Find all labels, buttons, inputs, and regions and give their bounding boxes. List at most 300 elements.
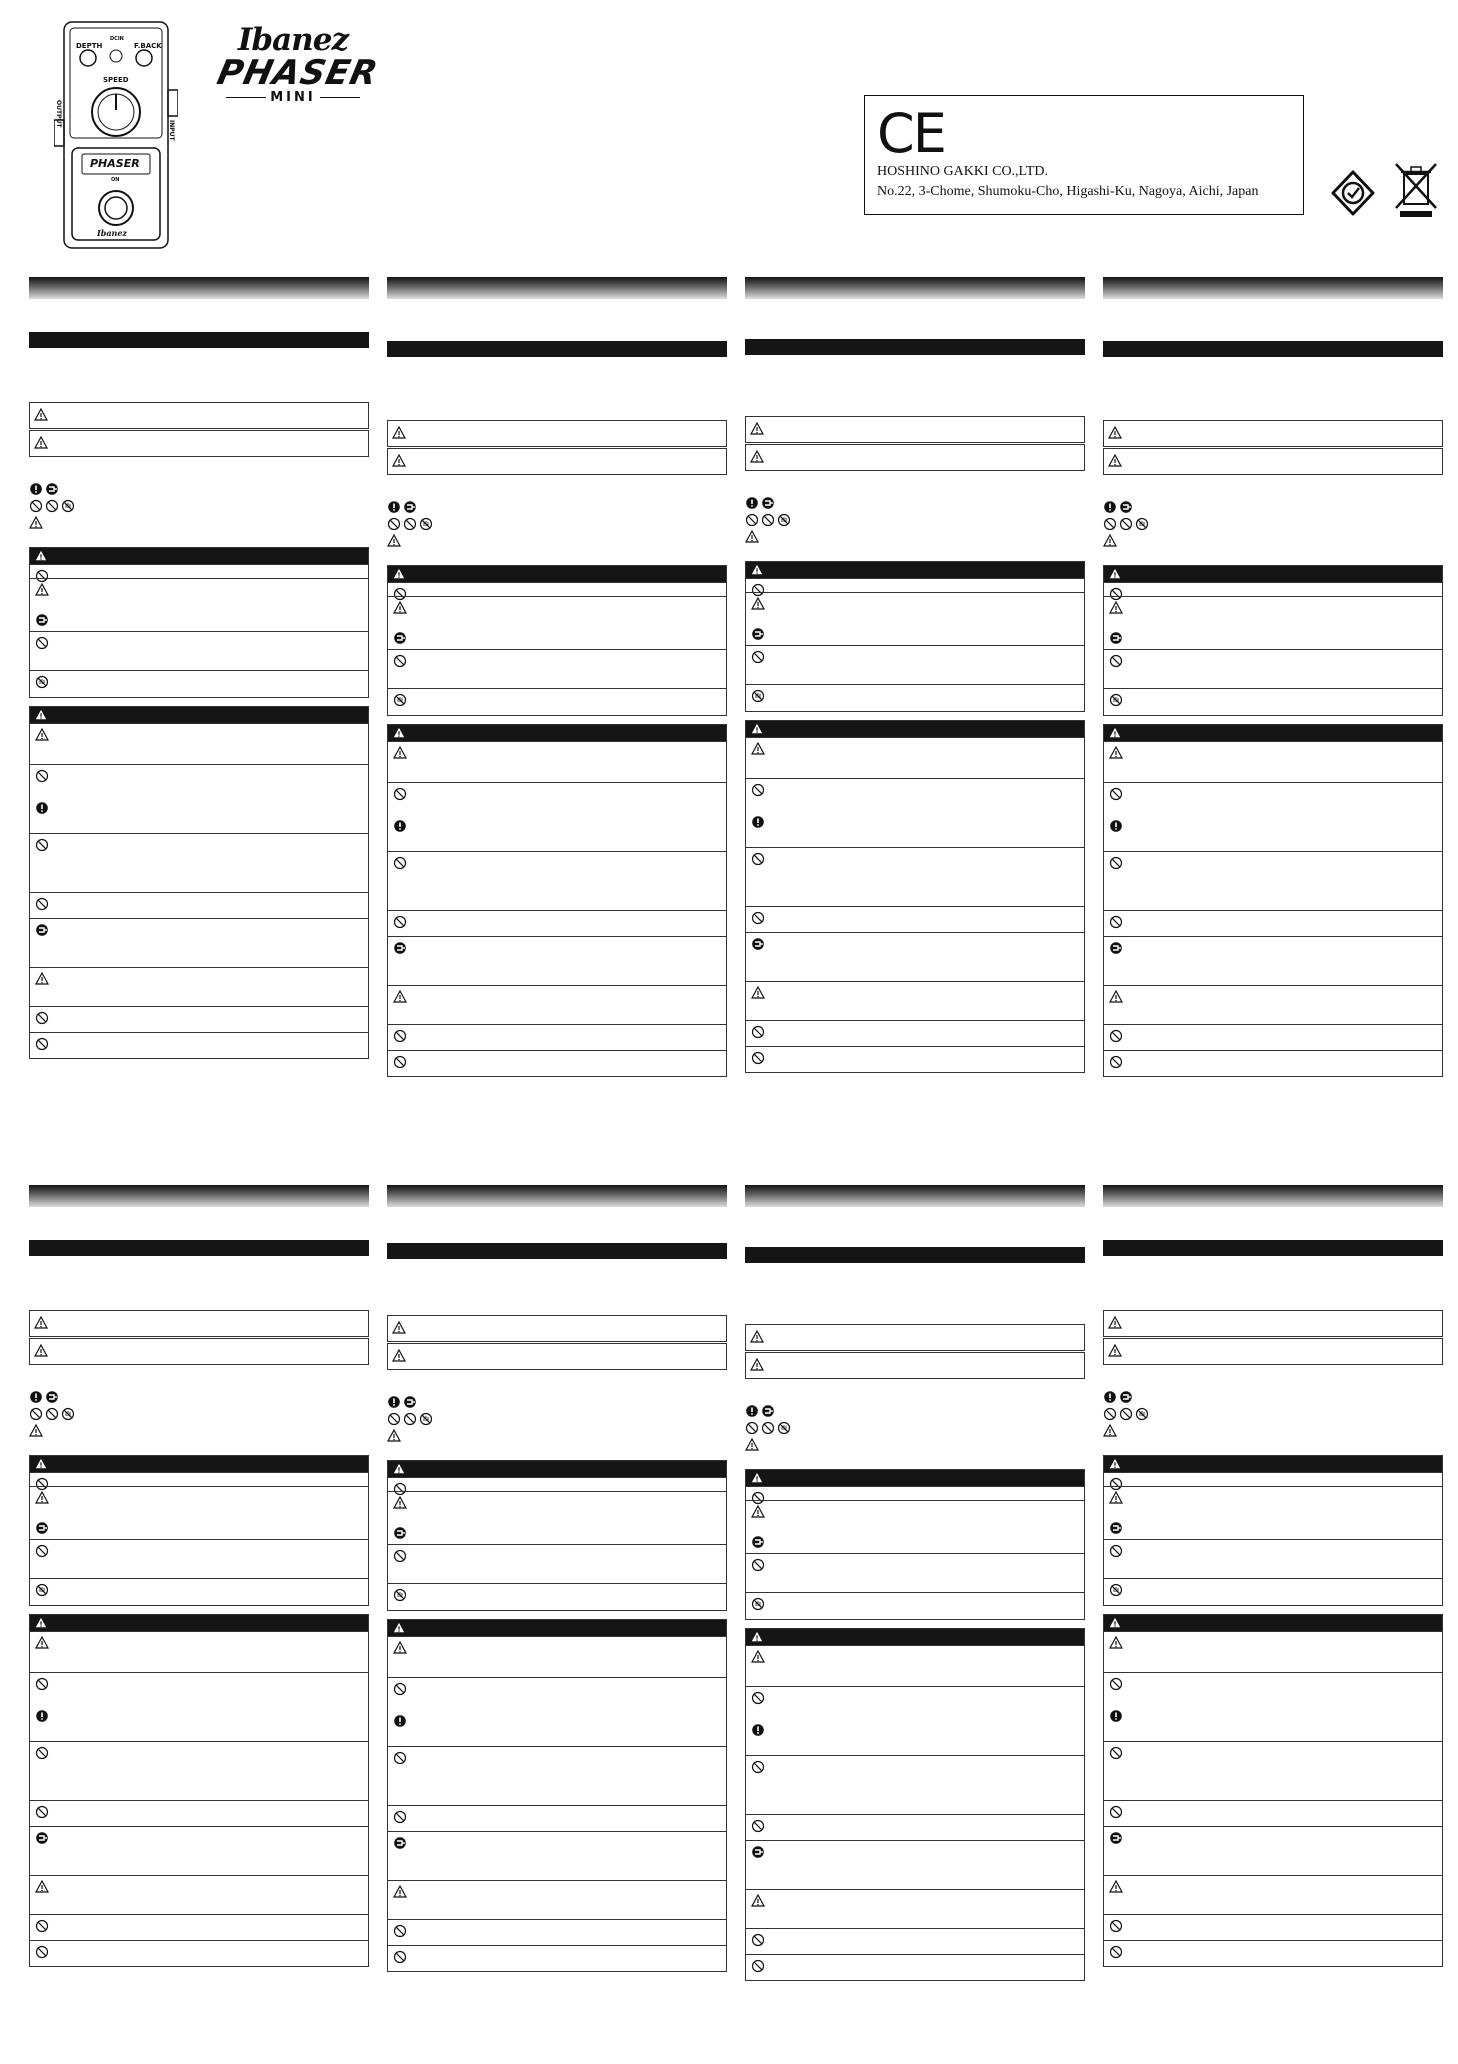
warning-triangle-icon — [34, 1344, 48, 1358]
prohibited-icon — [393, 1810, 407, 1824]
prohibited-icon — [1109, 1544, 1123, 1558]
caution-item — [746, 1645, 1084, 1686]
symbol-legend — [1103, 1390, 1223, 1440]
pedal-label-input: INPUT — [168, 120, 175, 141]
caution-section — [387, 565, 727, 716]
warning-triangle-icon — [393, 746, 407, 760]
section-title-bar — [745, 1247, 1085, 1263]
caution-item — [388, 851, 726, 910]
symbol-legend — [29, 1390, 149, 1440]
mandatory-icon — [751, 1723, 765, 1737]
caution-item — [30, 1940, 368, 1966]
warning-level-row — [1103, 448, 1443, 475]
caution-item — [1104, 1050, 1442, 1076]
warning-triangle-icon — [751, 1650, 765, 1664]
prohibited-icon — [387, 517, 401, 531]
pedal-face-label: PHASER — [90, 157, 140, 170]
weee-crossed-bin-icon — [1392, 160, 1440, 218]
prohibited-icon — [761, 1421, 775, 1435]
prohibited-icon — [1109, 1919, 1123, 1933]
caution-item — [388, 1945, 726, 1971]
caution-item — [1104, 782, 1442, 851]
caution-item — [30, 833, 368, 892]
brand-name: Ibanez — [237, 22, 349, 58]
caution-item — [746, 1889, 1084, 1928]
prohibited-icon — [751, 650, 765, 664]
caution-item — [1104, 910, 1442, 936]
caution-section — [1103, 724, 1443, 1077]
do-not-touch-icon — [1109, 693, 1123, 707]
prohibited-icon — [393, 915, 407, 929]
do-not-touch-icon — [393, 1588, 407, 1602]
caution-item — [746, 1020, 1084, 1046]
warning-triangle-icon — [393, 1885, 407, 1899]
caution-item — [388, 1544, 726, 1583]
caution-item — [746, 1046, 1084, 1072]
caution-section-header — [30, 1456, 368, 1472]
caution-item — [746, 1954, 1084, 1980]
caution-item — [388, 582, 726, 596]
caution-item — [1104, 1539, 1442, 1578]
warning-level-row — [1103, 1338, 1443, 1365]
caution-section — [387, 724, 727, 1077]
unplug-icon — [751, 937, 765, 951]
caution-item — [1104, 985, 1442, 1024]
column-header-gradient — [745, 277, 1085, 299]
prohibited-icon — [393, 1950, 407, 1964]
prohibited-icon — [1103, 517, 1117, 531]
caution-item — [1104, 1578, 1442, 1605]
pedal-illustration — [54, 20, 178, 252]
caution-item — [30, 1486, 368, 1539]
prohibited-icon — [1103, 1407, 1117, 1421]
warning-level-row — [29, 430, 369, 457]
caution-section-header — [746, 1470, 1084, 1486]
language-column — [745, 1185, 1085, 2005]
prohibited-icon — [29, 499, 43, 513]
prohibited-icon — [403, 1412, 417, 1426]
caution-item — [746, 1486, 1084, 1500]
caution-section — [387, 1619, 727, 1972]
prohibited-icon — [751, 1051, 765, 1065]
warning-triangle-icon — [392, 1349, 406, 1363]
unplug-icon — [45, 1390, 59, 1404]
company-address: No.22, 3-Chome, Shumoku-Cho, Higashi-Ku, Nagoya, Aichi, Japan — [877, 184, 1259, 199]
warning-triangle-icon — [1108, 426, 1122, 440]
caution-item — [746, 592, 1084, 645]
warning-triangle-icon — [35, 709, 47, 721]
mandatory-icon — [29, 482, 43, 496]
caution-item — [746, 778, 1084, 847]
caution-item — [30, 670, 368, 697]
mandatory-icon — [1103, 1390, 1117, 1404]
column-header-gradient — [745, 1185, 1085, 1207]
caution-section — [745, 1469, 1085, 1620]
caution-section-header — [746, 562, 1084, 578]
caution-item — [30, 1741, 368, 1800]
caution-item — [746, 1755, 1084, 1814]
caution-item — [746, 1928, 1084, 1954]
warning-triangle-icon — [392, 454, 406, 468]
unplug-icon — [393, 1526, 407, 1540]
warning-triangle-icon — [1109, 727, 1121, 739]
pedal-label-dcin: DCIN — [110, 36, 124, 42]
warning-triangle-icon — [35, 550, 47, 562]
prohibited-icon — [45, 499, 59, 513]
caution-item — [388, 910, 726, 936]
warning-triangle-icon — [34, 436, 48, 450]
rcm-mark-icon — [1328, 168, 1378, 218]
caution-section — [29, 1614, 369, 1967]
caution-item — [30, 723, 368, 764]
prohibited-icon — [1119, 1407, 1133, 1421]
unplug-icon — [35, 1521, 49, 1535]
mandatory-icon — [29, 1390, 43, 1404]
caution-section-header — [30, 548, 368, 564]
language-column — [387, 1185, 727, 2005]
prohibited-icon — [35, 1945, 49, 1959]
warning-level-row — [387, 1315, 727, 1342]
warning-triangle-icon — [751, 742, 765, 756]
brand-logo — [213, 22, 382, 114]
caution-item — [388, 1477, 726, 1491]
unplug-icon — [45, 482, 59, 496]
column-header-gradient — [387, 277, 727, 299]
warning-triangle-icon — [29, 516, 43, 530]
caution-item — [1104, 741, 1442, 782]
do-not-touch-icon — [61, 499, 75, 513]
warning-triangle-icon — [393, 1622, 405, 1634]
mandatory-icon — [387, 500, 401, 514]
unplug-icon — [403, 500, 417, 514]
prohibited-icon — [393, 1549, 407, 1563]
caution-item — [746, 684, 1084, 711]
prohibited-icon — [35, 897, 49, 911]
unplug-icon — [751, 1535, 765, 1549]
language-column — [387, 277, 727, 1097]
warning-triangle-icon — [393, 1641, 407, 1655]
caution-section-header — [388, 725, 726, 741]
warning-triangle-icon — [393, 1463, 405, 1475]
caution-item — [1104, 1800, 1442, 1826]
pedal-label-speed: SPEED — [103, 76, 129, 84]
prohibited-icon — [45, 1407, 59, 1421]
caution-item — [30, 1032, 368, 1058]
do-not-touch-icon — [751, 1597, 765, 1611]
prohibited-icon — [1109, 856, 1123, 870]
do-not-touch-icon — [1135, 1407, 1149, 1421]
warning-triangle-icon — [1109, 1491, 1123, 1505]
prohibited-icon — [751, 1558, 765, 1572]
warning-triangle-icon — [751, 564, 763, 576]
caution-item — [746, 1840, 1084, 1889]
column-header-gradient — [1103, 1185, 1443, 1207]
warning-triangle-icon — [35, 1491, 49, 1505]
caution-section — [1103, 1455, 1443, 1606]
prohibited-icon — [1109, 1677, 1123, 1691]
prohibited-icon — [751, 1959, 765, 1973]
pedal-label-on: ON — [111, 177, 120, 183]
warning-triangle-icon — [35, 583, 49, 597]
caution-item — [746, 1814, 1084, 1840]
caution-item — [30, 1914, 368, 1940]
unplug-icon — [1109, 1521, 1123, 1535]
pedal-label-depth: DEPTH — [76, 42, 103, 50]
warning-triangle-icon — [393, 601, 407, 615]
warning-level-row — [387, 420, 727, 447]
warning-triangle-icon — [1108, 1344, 1122, 1358]
warning-level-row — [745, 416, 1085, 443]
prohibited-icon — [35, 1746, 49, 1760]
warning-level-row — [745, 444, 1085, 471]
prohibited-icon — [1109, 1945, 1123, 1959]
prohibited-icon — [1109, 1746, 1123, 1760]
symbol-legend — [387, 1395, 507, 1445]
pedal-label-fback: F.BACK — [134, 42, 162, 50]
caution-item — [1104, 1486, 1442, 1539]
mandatory-icon — [1109, 1709, 1123, 1723]
warning-triangle-icon — [751, 1631, 763, 1643]
warning-triangle-icon — [751, 986, 765, 1000]
do-not-touch-icon — [393, 693, 407, 707]
caution-item — [1104, 1672, 1442, 1741]
unplug-icon — [761, 1404, 775, 1418]
caution-item — [746, 847, 1084, 906]
caution-section-header — [1104, 566, 1442, 582]
warning-triangle-icon — [34, 408, 48, 422]
caution-section-header — [746, 1629, 1084, 1645]
prohibited-icon — [761, 513, 775, 527]
warning-triangle-icon — [751, 1505, 765, 1519]
warning-triangle-icon — [392, 1321, 406, 1335]
mandatory-icon — [745, 1404, 759, 1418]
caution-section — [29, 1455, 369, 1606]
caution-item — [388, 649, 726, 688]
unplug-icon — [393, 1836, 407, 1850]
prohibited-icon — [393, 787, 407, 801]
caution-item — [30, 1826, 368, 1875]
caution-item — [388, 1024, 726, 1050]
section-title-bar — [29, 332, 369, 348]
symbol-legend — [745, 1404, 865, 1454]
prohibited-icon — [35, 1011, 49, 1025]
caution-section-header — [746, 721, 1084, 737]
caution-item — [1104, 851, 1442, 910]
warning-triangle-icon — [1108, 1316, 1122, 1330]
caution-item — [1104, 688, 1442, 715]
prohibited-icon — [387, 1412, 401, 1426]
caution-item — [30, 1631, 368, 1672]
column-header-gradient — [29, 1185, 369, 1207]
do-not-touch-icon — [751, 689, 765, 703]
prohibited-icon — [35, 769, 49, 783]
caution-item — [1104, 649, 1442, 688]
mandatory-icon — [387, 1395, 401, 1409]
prohibited-icon — [393, 1682, 407, 1696]
do-not-touch-icon — [777, 513, 791, 527]
warning-triangle-icon — [35, 1617, 47, 1629]
warning-triangle-icon — [750, 1330, 764, 1344]
symbol-legend — [29, 482, 149, 532]
warning-triangle-icon — [35, 1458, 47, 1470]
caution-section-header — [1104, 1615, 1442, 1631]
prohibited-icon — [35, 636, 49, 650]
warning-triangle-icon — [1109, 1458, 1121, 1470]
do-not-touch-icon — [419, 1412, 433, 1426]
warning-triangle-icon — [1109, 1880, 1123, 1894]
prohibited-icon — [751, 911, 765, 925]
warning-triangle-icon — [751, 597, 765, 611]
unplug-icon — [35, 923, 49, 937]
do-not-touch-icon — [61, 1407, 75, 1421]
caution-item — [746, 578, 1084, 592]
language-column — [745, 277, 1085, 1097]
caution-section-header — [1104, 1456, 1442, 1472]
certification-box — [864, 95, 1304, 215]
prohibited-icon — [35, 1037, 49, 1051]
column-header-gradient — [29, 277, 369, 299]
column-header-gradient — [1103, 277, 1443, 299]
do-not-touch-icon — [1135, 517, 1149, 531]
section-title-bar — [1103, 1240, 1443, 1256]
prohibited-icon — [35, 1677, 49, 1691]
caution-item — [388, 1831, 726, 1880]
unplug-icon — [403, 1395, 417, 1409]
caution-item — [1104, 936, 1442, 985]
caution-item — [388, 1746, 726, 1805]
caution-item — [388, 1919, 726, 1945]
caution-section — [1103, 1614, 1443, 1967]
pedal-logo: Ibanez — [97, 228, 127, 238]
caution-item — [388, 596, 726, 649]
warning-level-row — [745, 1324, 1085, 1351]
ce-mark: CE — [877, 102, 945, 165]
caution-item — [746, 932, 1084, 981]
prohibited-icon — [393, 1029, 407, 1043]
section-title-bar — [387, 1243, 727, 1259]
caution-item — [1104, 1940, 1442, 1966]
caution-item — [746, 981, 1084, 1020]
warning-triangle-icon — [393, 1496, 407, 1510]
prohibited-icon — [393, 1751, 407, 1765]
section-title-bar — [745, 339, 1085, 355]
language-column — [29, 1185, 369, 2005]
unplug-icon — [1119, 500, 1133, 514]
caution-item — [1104, 1472, 1442, 1486]
caution-item — [388, 741, 726, 782]
warning-triangle-icon — [1109, 601, 1123, 615]
caution-item — [30, 631, 368, 670]
warning-triangle-icon — [1109, 990, 1123, 1004]
caution-item — [30, 578, 368, 631]
warning-triangle-icon — [750, 422, 764, 436]
prohibited-icon — [1109, 654, 1123, 668]
subname-rule-left — [226, 97, 266, 98]
unplug-icon — [751, 1845, 765, 1859]
caution-section — [29, 547, 369, 698]
caution-item — [30, 1578, 368, 1605]
prohibited-icon — [35, 1805, 49, 1819]
pedal-label-output: OUTPUT — [55, 100, 62, 128]
caution-item — [1104, 596, 1442, 649]
do-not-touch-icon — [1109, 1583, 1123, 1597]
caution-item — [388, 1677, 726, 1746]
mandatory-icon — [751, 815, 765, 829]
prohibited-icon — [751, 1819, 765, 1833]
symbol-legend — [745, 496, 865, 546]
caution-item — [1104, 582, 1442, 596]
caution-section — [745, 1628, 1085, 1981]
caution-section — [29, 706, 369, 1059]
warning-triangle-icon — [393, 727, 405, 739]
caution-item — [30, 892, 368, 918]
unplug-icon — [1109, 941, 1123, 955]
mandatory-icon — [393, 1714, 407, 1728]
caution-item — [746, 1686, 1084, 1755]
warning-triangle-icon — [35, 1636, 49, 1650]
mandatory-icon — [35, 801, 49, 815]
warning-triangle-icon — [1109, 568, 1121, 580]
caution-item — [388, 1583, 726, 1610]
unplug-icon — [1119, 1390, 1133, 1404]
unplug-icon — [35, 1831, 49, 1845]
prohibited-icon — [393, 1924, 407, 1938]
warning-triangle-icon — [393, 990, 407, 1004]
warning-triangle-icon — [392, 426, 406, 440]
symbol-legend — [387, 500, 507, 550]
section-title-bar — [387, 341, 727, 357]
caution-section — [1103, 565, 1443, 716]
warning-triangle-icon — [387, 1429, 401, 1443]
warning-triangle-icon — [1103, 1424, 1117, 1438]
mandatory-icon — [393, 819, 407, 833]
caution-item — [30, 764, 368, 833]
caution-section-header — [1104, 725, 1442, 741]
prohibited-icon — [751, 852, 765, 866]
prohibited-icon — [745, 1421, 759, 1435]
prohibited-icon — [35, 838, 49, 852]
caution-item — [746, 645, 1084, 684]
warning-triangle-icon — [750, 1358, 764, 1372]
caution-item — [30, 1006, 368, 1032]
prohibited-icon — [35, 1544, 49, 1558]
prohibited-icon — [393, 654, 407, 668]
caution-item — [30, 1800, 368, 1826]
caution-item — [388, 688, 726, 715]
warning-triangle-icon — [387, 534, 401, 548]
warning-triangle-icon — [1109, 1617, 1121, 1629]
warning-triangle-icon — [35, 1880, 49, 1894]
unplug-icon — [393, 941, 407, 955]
caution-item — [1104, 1024, 1442, 1050]
prohibited-icon — [403, 517, 417, 531]
warning-triangle-icon — [1108, 454, 1122, 468]
unplug-icon — [35, 613, 49, 627]
product-subname: MINI — [270, 90, 316, 105]
caution-section — [745, 561, 1085, 712]
section-title-bar — [29, 1240, 369, 1256]
warning-triangle-icon — [393, 568, 405, 580]
caution-item — [746, 1553, 1084, 1592]
caution-item — [30, 1539, 368, 1578]
warning-triangle-icon — [745, 1438, 759, 1452]
caution-item — [388, 1880, 726, 1919]
prohibited-icon — [1109, 1055, 1123, 1069]
caution-item — [388, 1636, 726, 1677]
prohibited-icon — [1109, 787, 1123, 801]
section-title-bar — [1103, 341, 1443, 357]
caution-item — [388, 1050, 726, 1076]
